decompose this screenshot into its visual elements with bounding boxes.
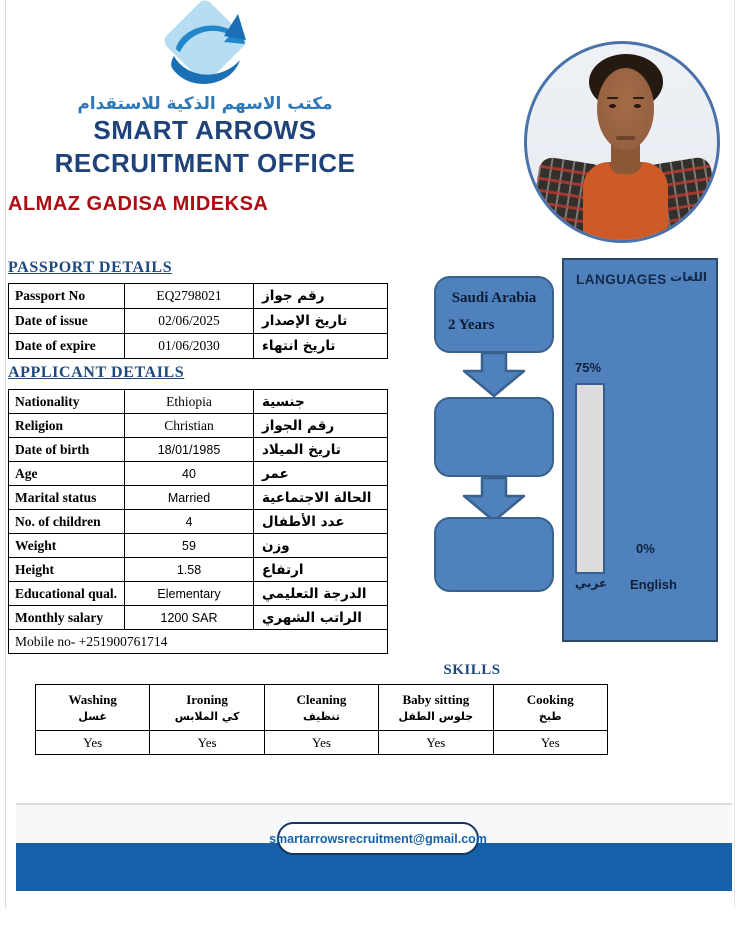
field-label: Height <box>9 558 125 582</box>
field-label-arabic: رقم جواز <box>254 284 388 309</box>
field-value: 59 <box>125 534 254 558</box>
table-row <box>9 630 388 654</box>
field-label: Nationality <box>9 390 125 414</box>
table-row <box>9 284 388 309</box>
table-row <box>9 414 388 438</box>
field-label-arabic: الحالة الاجتماعية <box>254 486 388 510</box>
skill-name-english: Cooking <box>526 692 574 707</box>
field-value: Elementary <box>125 582 254 606</box>
skill-header-cell <box>150 685 264 731</box>
table-row <box>9 334 388 359</box>
field-value: Married <box>125 486 254 510</box>
field-value: 40 <box>125 462 254 486</box>
experience-duration: 2 Years <box>448 317 495 333</box>
field-label: Monthly salary <box>9 606 125 630</box>
photo-eyebrow-right <box>633 97 644 99</box>
languages-title-arabic: اللغات <box>670 270 707 284</box>
field-label-arabic: عمر <box>254 462 388 486</box>
skills-table <box>35 684 608 755</box>
field-value: 02/06/2025 <box>125 309 254 334</box>
applicant-details-heading: APPLICANT DETAILS <box>8 364 185 381</box>
company-name-line2: RECRUITMENT OFFICE <box>54 148 356 178</box>
applicant-name: ALMAZ GADISA MIDEKSA <box>8 193 269 215</box>
skill-name-english: Cleaning <box>296 692 347 707</box>
field-label: Age <box>9 462 125 486</box>
table-row <box>9 462 388 486</box>
email-pill <box>269 822 487 855</box>
skill-name-arabic: جلوس الطفل <box>398 710 474 723</box>
field-value: 1200 SAR <box>125 606 254 630</box>
field-label: Educational qual. <box>9 582 125 606</box>
field-label-arabic: ارتفاع <box>254 558 388 582</box>
field-label-arabic: جنسية <box>254 390 388 414</box>
flow-arrow-down-icon <box>462 477 526 522</box>
skills-heading: SKILLS <box>443 662 501 678</box>
field-value: 1.58 <box>125 558 254 582</box>
skill-name-arabic: طبخ <box>538 710 562 723</box>
field-value: 01/06/2030 <box>125 334 254 359</box>
experience-box-empty-1 <box>434 397 554 477</box>
skill-name-english: Ironing <box>186 692 228 707</box>
skill-name-english: Washing <box>68 692 117 707</box>
applicant-photo <box>524 41 720 243</box>
field-label-arabic: رقم الجواز <box>254 414 388 438</box>
skill-value-cell: Yes <box>379 731 493 755</box>
skills-header-row <box>36 685 608 731</box>
experience-box-empty-2 <box>434 517 554 592</box>
english-language-label: English <box>630 577 677 592</box>
arabic-percent-label: 75% <box>575 360 602 375</box>
skill-name-arabic: غسل <box>78 710 107 723</box>
field-label-arabic: عدد الأطفال <box>254 510 388 534</box>
logo-swoosh-arrow-icon <box>152 4 262 96</box>
field-label-arabic: تاريخ انتهاء <box>254 334 388 359</box>
field-value: Christian <box>125 414 254 438</box>
field-label: Marital status <box>9 486 125 510</box>
field-label-arabic: وزن <box>254 534 388 558</box>
table-row <box>9 582 388 606</box>
company-logo <box>152 4 262 96</box>
email-address: smartarrowsrecruitment@gmail.com <box>269 831 487 846</box>
page-edge-line-right <box>734 0 735 908</box>
skill-value-cell: Yes <box>36 731 150 755</box>
field-label: No. of children <box>9 510 125 534</box>
field-label: Weight <box>9 534 125 558</box>
passport-details-table <box>8 283 388 359</box>
field-label: Date of birth <box>9 438 125 462</box>
field-label-arabic: تاريخ الإصدار <box>254 309 388 334</box>
applicant-details-table <box>8 389 388 654</box>
field-label: Date of issue <box>9 309 125 334</box>
field-value: 4 <box>125 510 254 534</box>
company-name-line1: SMART ARROWS <box>93 115 317 145</box>
skill-header-cell <box>36 685 150 731</box>
skill-value-cell: Yes <box>493 731 607 755</box>
company-name-arabic: مكتب الاسهم الذكية للاستقدام <box>77 94 333 114</box>
field-value: 18/01/1985 <box>125 438 254 462</box>
field-label: Passport No <box>9 284 125 309</box>
skill-name-arabic: كي الملابس <box>174 710 240 723</box>
skill-header-cell <box>379 685 493 731</box>
table-row <box>9 534 388 558</box>
languages-chart-panel <box>562 258 718 642</box>
skill-value-cell: Yes <box>150 731 264 755</box>
photo-eyebrow-left <box>607 97 618 99</box>
languages-title: LANGUAGES <box>576 272 667 287</box>
field-label-arabic: الراتب الشهري <box>254 606 388 630</box>
passport-details-heading: PASSPORT DETAILS <box>8 259 173 276</box>
skill-value-cell: Yes <box>264 731 378 755</box>
table-row <box>9 390 388 414</box>
skill-header-cell <box>493 685 607 731</box>
table-row <box>9 558 388 582</box>
experience-box-saudi-arabia <box>434 276 554 353</box>
skill-name-english: Baby sitting <box>402 692 470 707</box>
table-row <box>9 486 388 510</box>
english-percent-label: 0% <box>636 541 655 556</box>
skill-header-cell <box>264 685 378 731</box>
field-label-arabic: الدرجة التعليمي <box>254 582 388 606</box>
photo-eye-left <box>609 104 616 108</box>
field-label: Date of expire <box>9 334 125 359</box>
experience-country: Saudi Arabia <box>451 290 537 306</box>
table-row <box>9 309 388 334</box>
photo-eye-right <box>634 104 641 108</box>
field-label-arabic: تاريخ الميلاد <box>254 438 388 462</box>
table-row <box>9 606 388 630</box>
photo-shirt <box>583 162 668 243</box>
mobile-number: Mobile no- +251900761714 <box>9 630 388 654</box>
table-row <box>9 510 388 534</box>
skills-value-row <box>36 731 608 755</box>
table-row <box>9 438 388 462</box>
skill-name-arabic: تنظيف <box>303 710 340 723</box>
field-value: EQ2798021 <box>125 284 254 309</box>
photo-mouth <box>616 136 635 140</box>
field-value: Ethiopia <box>125 390 254 414</box>
arabic-language-label: عربي <box>574 576 608 590</box>
flow-arrow-down-icon <box>462 352 526 397</box>
arabic-language-bar <box>575 383 605 574</box>
page-edge-line-left <box>5 0 6 908</box>
field-label: Religion <box>9 414 125 438</box>
